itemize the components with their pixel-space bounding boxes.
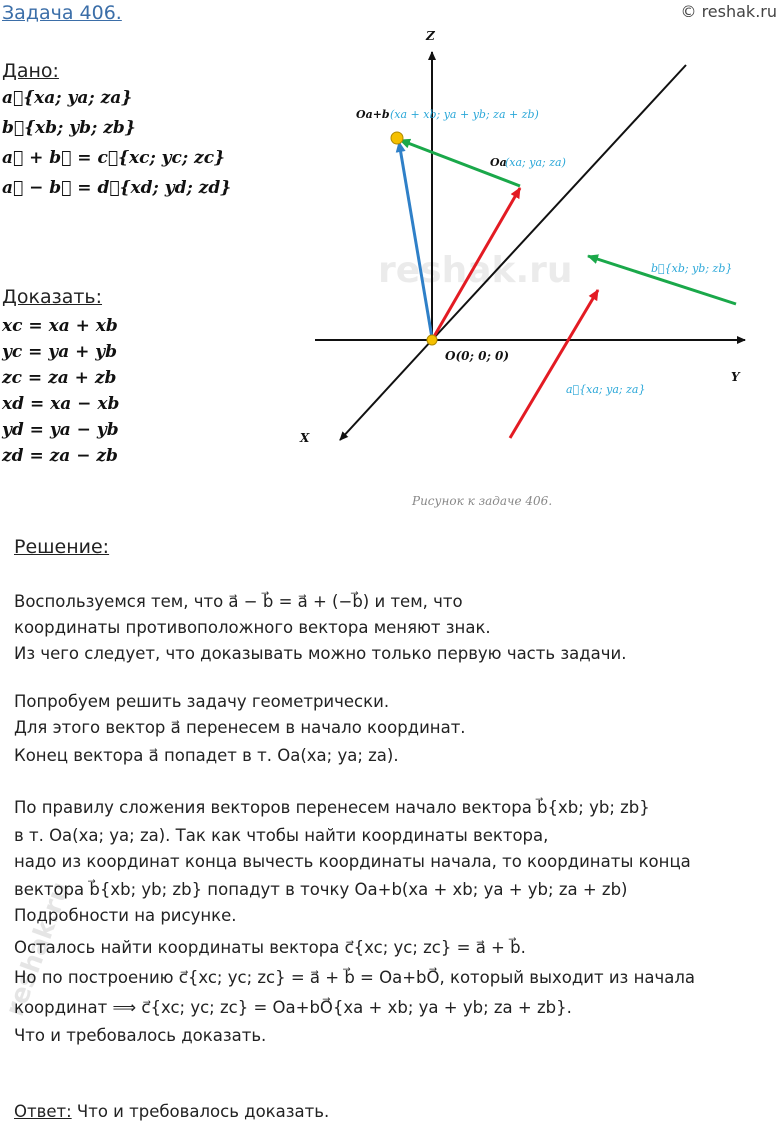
origin-label: O(0; 0; 0) (445, 349, 510, 363)
answer-heading: Ответ: (14, 1102, 72, 1121)
point-oa-coords: (xa; ya; za) (505, 156, 566, 169)
point-oab-label: Oa+b (356, 108, 390, 121)
answer-text: Что и требовалось доказать. (71, 1102, 330, 1121)
solution-line-4: Попробуем решить задачу геометрически. (14, 692, 390, 711)
vector-c-from-origin (399, 142, 432, 338)
prove-line-3: zc = za + zb (2, 368, 117, 388)
solution-line-13: Но по построению c⃗{xc; yc; zc} = a⃗ + b⃗ = Oa+bO⃗, который выходит из начала (14, 968, 695, 987)
prove-line-4: xd = xa − xb (2, 394, 120, 414)
task-title-link[interactable]: Задача 406. (2, 2, 122, 24)
prove-heading: Доказать: (2, 286, 103, 308)
solution-heading: Решение: (14, 536, 110, 558)
solution-line-9: надо из координат конца вычесть координаты начала, то координаты конца (14, 852, 691, 871)
point-oa-label: Oa (490, 156, 507, 169)
figure-watermark: reshak.ru (378, 250, 573, 291)
axis-y-label: Y (731, 370, 740, 384)
solution-line-10: вектора b⃗{xb; yb; zb} попадут в точку Oa+b(xa + xb; ya + yb; za + zb) (14, 880, 628, 899)
solution-line-2: координаты противоположного вектора меняют знак. (14, 618, 491, 637)
solution-line-1: Воспользуемся тем, что a⃗ − b⃗ = a⃗ + (−b⃗) и тем, что (14, 592, 463, 611)
given-line-1: a⃗{xa; ya; za} (2, 88, 133, 108)
given-line-4: a⃗ − b⃗ = d⃗{xd; yd; zd} (2, 178, 232, 198)
prove-line-1: xc = xa + xb (2, 316, 118, 336)
given-line-3: a⃗ + b⃗ = c⃗{xc; yc; zc} (2, 148, 225, 168)
prove-line-6: zd = za − zb (2, 446, 118, 466)
vector-a-free (510, 290, 598, 438)
solution-line-8: в т. Oa(xa; ya; za). Так как чтобы найти координаты вектора, (14, 826, 549, 845)
solution-line-14: координат ⟹ c⃗{xc; yc; zc} = Oa+bO⃗{xa + xb; ya + yb; za + zb}. (14, 998, 572, 1017)
axis-x (340, 340, 432, 440)
solution-line-6: Конец вектора a⃗ попадет в т. Oa(xa; ya; za). (14, 746, 399, 765)
given-line-2: b⃗{xb; yb; zb} (2, 118, 136, 138)
point-oab-coords: (xa + xb; ya + yb; za + zb) (390, 108, 539, 121)
solution-line-3: Из чего следует, что доказывать можно только первую часть задачи. (14, 644, 627, 663)
vector-b-label: b⃗{xb; yb; zb} (651, 262, 733, 275)
solution-line-12: Осталось найти координаты вектора c⃗{xc; yc; zc} = a⃗ + b⃗. (14, 938, 526, 957)
solution-line-11: Подробности на рисунке. (14, 906, 237, 925)
figure-3d-vectors (0, 0, 783, 520)
prove-line-5: yd = ya − yb (2, 420, 119, 440)
axis-z-label: Z (426, 29, 435, 43)
point-origin (427, 335, 437, 345)
given-heading: Дано: (2, 60, 59, 82)
side-watermark: reshak.ru (0, 877, 77, 1021)
solution-line-15: Что и требовалось доказать. (14, 1026, 267, 1045)
figure-caption: Рисунок к задаче 406. (412, 494, 553, 508)
point-oab (391, 132, 403, 144)
vector-a-label: a⃗{xa; ya; za} (566, 383, 646, 396)
site-copyright: © reshak.ru (680, 2, 777, 21)
solution-line-5: Для этого вектор a⃗ перенесем в начало координат. (14, 718, 466, 737)
answer-line (14, 1102, 329, 1121)
axis-diagonal (432, 65, 686, 340)
solution-line-7: По правилу сложения векторов перенесем начало вектора b⃗{xb; yb; zb} (14, 798, 650, 817)
axis-x-label: X (300, 431, 310, 445)
prove-line-2: yc = ya + yb (2, 342, 118, 362)
